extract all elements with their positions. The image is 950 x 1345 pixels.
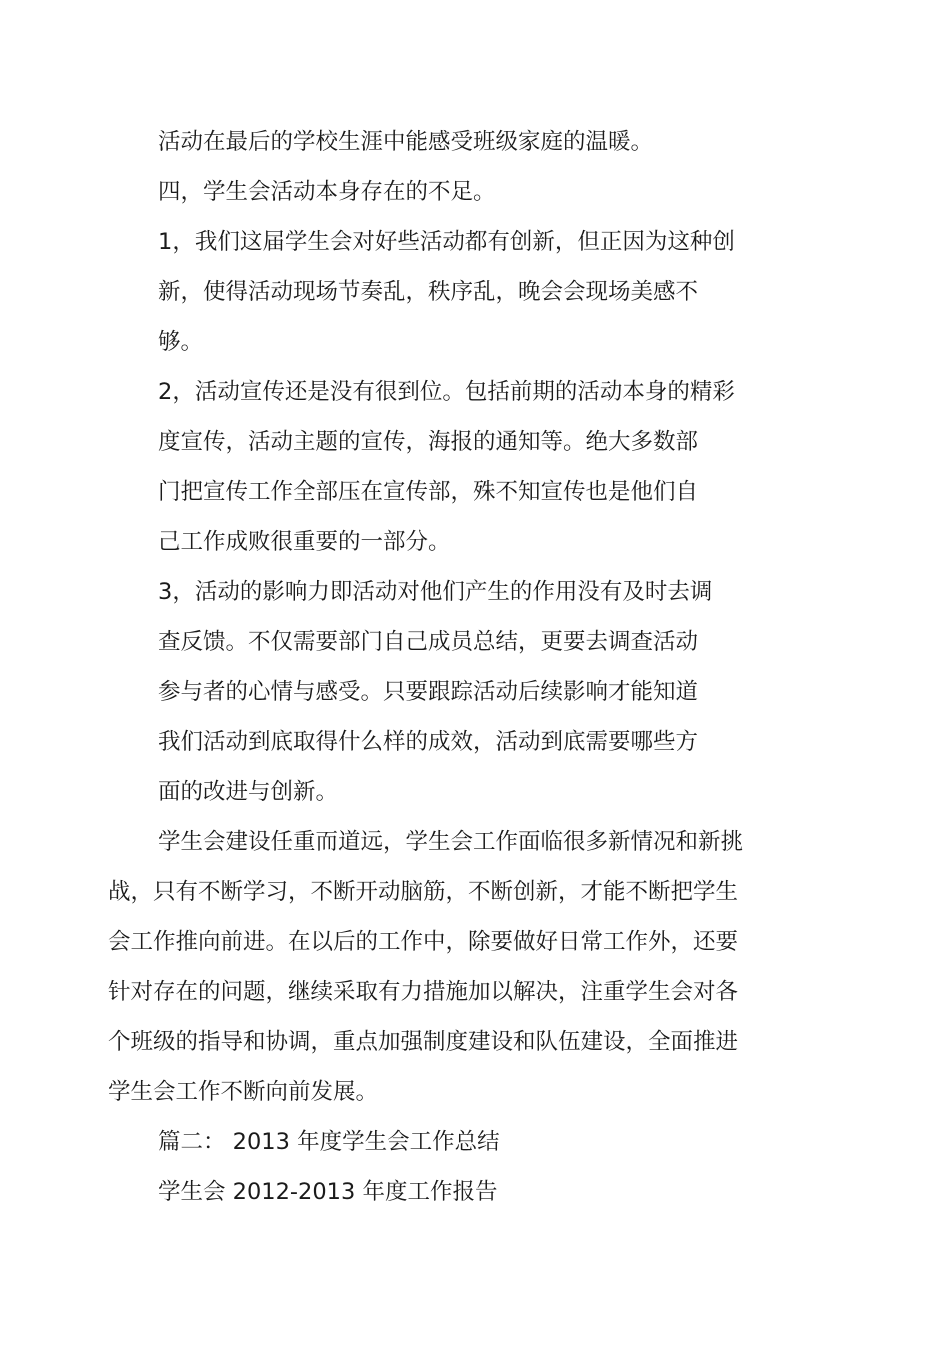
- article-heading: 篇二： 2013 年度学生会工作总结: [158, 1129, 500, 1155]
- paragraph-line: 会工作推向前进。在以后的工作中，除要做好日常工作外，还要: [108, 929, 739, 955]
- paragraph-line: 针对存在的问题，继续采取有力措施加以解决，注重学生会对各: [108, 979, 739, 1005]
- list-item-text: 度宣传，活动主题的宣传，海报的通知等。绝大多数部: [158, 429, 699, 455]
- paragraph-line: 战，只有不断学习，不断开动脑筋，不断创新，才能不断把学生: [108, 879, 739, 905]
- section-heading: 四，学生会活动本身存在的不足。: [158, 179, 496, 205]
- paragraph-line: 个班级的指导和协调，重点加强制度建设和队伍建设，全面推进: [108, 1029, 739, 1055]
- list-item-text: 够。: [158, 329, 204, 355]
- paragraph-line: 学生会建设任重而道远，学生会工作面临很多新情况和新挑: [158, 829, 744, 855]
- list-item-text: 查反馈。不仅需要部门自己成员总结，更要去调查活动: [158, 629, 699, 655]
- list-item-text: 新，使得活动现场节奏乱，秩序乱，晚会会现场美感不: [158, 279, 699, 305]
- list-item-text: 面的改进与创新。: [158, 779, 339, 805]
- paragraph-line: 学生会工作不断向前发展。: [108, 1079, 379, 1105]
- list-item-text: 2，活动宣传还是没有很到位。包括前期的活动本身的精彩: [158, 379, 735, 405]
- list-item-text: 参与者的心情与感受。只要跟踪活动后续影响才能知道: [158, 679, 699, 705]
- list-item-text: 1，我们这届学生会对好些活动都有创新，但正因为这种创: [158, 229, 735, 255]
- list-item-text: 己工作成败很重要的一部分。: [158, 529, 451, 555]
- body-text-line: 活动在最后的学校生涯中能感受班级家庭的温暖。: [158, 129, 654, 155]
- report-title: 学生会 2012-2013 年度工作报告: [158, 1179, 498, 1205]
- list-item-text: 3，活动的影响力即活动对他们产生的作用没有及时去调: [158, 579, 713, 605]
- list-item-text: 我们活动到底取得什么样的成效，活动到底需要哪些方: [158, 729, 699, 755]
- list-item-text: 门把宣传工作全部压在宣传部，殊不知宣传也是他们自: [158, 479, 699, 505]
